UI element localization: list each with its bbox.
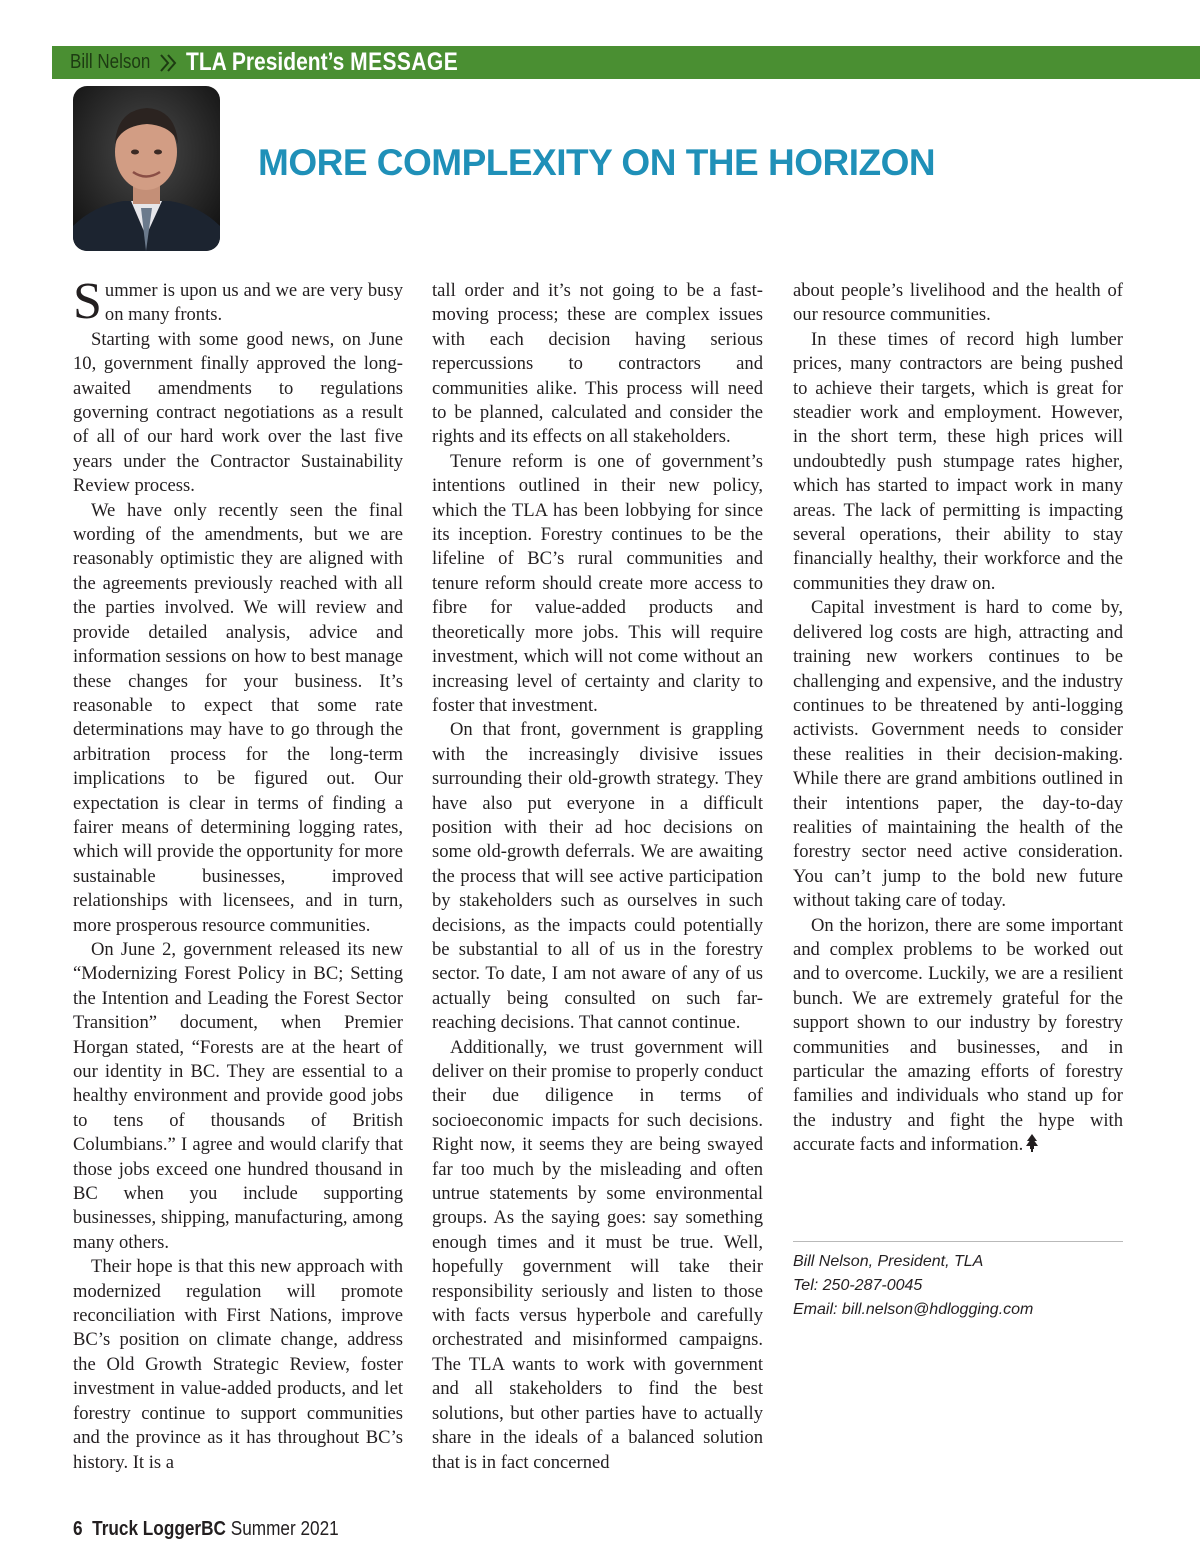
article-column-1 [73,273,403,1475]
paragraph: Additionally, we trust government will deliver on their promise to properly conduct their due diligence in terms of socioeconomic impacts for such decisions. Right now, it seems they are being swayed far too much by the misleading and often untrue statements by some environmental groups. As the saying goes: say something enough times and it must be true. Well, hopefully government will take their responsibility seriously and listen to those with facts versus hyperbole and carefully orchestrated and misinformed campaigns. The TLA wants to work with government and all stakeholders to find the best solutions, but other parties have to actually share in the ideals of a balanced solution that is in fact concerned [432,1036,763,1473]
header-section-title [186,48,458,77]
section-header-bar [52,46,1200,79]
header-section-strong: MESSAGE [350,48,459,76]
header-section-prefix: TLA President’s [186,48,351,76]
paragraph: On that front, government is grappling with the increasingly divisive issues surrounding their old-growth strategy. They have also put everyone in a difficult position with their ad hoc decisions on some old-growth deferrals. We are awaiting the process that will see active participation by stakeholders such as ourselves in such decisions, as the impacts could potentially be substantial to all of us in the forestry sector. To date, I am not aware of any of us actually being consulted on such far-reaching decisions. That cannot continue. [432,719,763,1034]
author-photo [73,86,220,251]
paragraph: Tenure reform is one of government’s intentions outlined in their new policy, which the TLA has been lobbying for since its inception. Forestry continues to be the lifeline of BC’s rural communities and tenure reform should create more access to fibre for value-added products and theoretically more jobs. This will require investment, which will not come without an increasing level of certainty and clarity to foster that investment. [432,450,763,716]
paragraph [73,273,403,330]
page-footer [73,1518,339,1541]
portrait-photo [73,86,220,251]
paragraph: On June 2, government released its new “Modernizing Forest Policy in BC; Setting the Intention and Leading the Forest Sector Transition” document, when Premier Horgan stated, “Forests are at the heart of our identity in BC. They are essential to a healthy environment and provide good jobs to tens of thousands of British Columbians.” I agree and would clarify that those jobs exceed one hundred thousand in BC when you include supporting businesses, shipping, manufacturing, among many others. [73,938,403,1253]
paragraph [793,914,1123,1158]
article-title: MORE COMPLEXITY ON THE HORIZON [258,142,936,183]
publication-name: Truck LoggerBC [92,1518,226,1540]
signature-name: Bill Nelson, President, TLA [793,1253,984,1270]
paragraph: We have only recently seen the final wording of the amendments, but we are reasonably optimistic they are aligned with the agreements previously reached with all the parties involved. We will review and provide detailed analysis, advice and information sessions on how to best manage these changes for your business. It’s reasonable to expect that some rate determinations may have to go through the arbitration process for the long-term implications to be figured out. Our expectation is clear in terms of finding a fairer means of determining logging rates, which will provide the opportunity for more sustainable businesses, improved relationships with licensees, and in turn, more prosperous resource communities. [73,499,403,936]
paragraph: Their hope is that this new approach with modernized regulation will promote reconciliation with First Nations, improve BC’s position on climate change, address the Old Growth Strategic Review, foster investment in value-added products, and let forestry continue to support communities and the province as it has throughout BC’s history. It is a [73,1256,403,1473]
article-column-2 [432,279,763,1475]
header-author: Bill Nelson [70,51,151,73]
paragraph: Starting with some good news, on June 10, government finally approved the long-awaited amendments to regulations governing contract negotiations as a result of all of our hard work over the last five years under the Contractor Sustainability Review process. [73,328,403,497]
issue-label: Summer 2021 [230,1518,339,1540]
signature-email: Email: bill.nelson@hdlogging.com [793,1301,1034,1319]
paragraph: Capital investment is hard to come by, delivered log costs are high, attracting and training new workers continues to be challenging and expensive, and the industry continues to be threatened by anti-logging activists. Government needs to consider these realities in their decision-making. While there are grand ambitions outlined in their intentions paper, the day-to-day realities of maintaining the health of the forestry sector need active consideration. You can’t jump to the bold new future without taking care of today. [793,597,1123,912]
paragraph-text: ummer is upon us and we are very busy on many fronts. [104,280,403,326]
drop-cap: S [73,273,102,330]
signature-block [793,1250,1033,1323]
signature-phone: Tel: 250-287-0045 [793,1277,923,1295]
paragraph: about people’s livelihood and the health of our resource communities. [793,280,1123,326]
double-chevron-right-icon [156,51,182,75]
paragraph: tall order and it’s not going to be a fast-moving process; these are complex issues with each decision having serious repercussions to contractors and communities alike. This process will need to be planned, calculated and consider the rights and its effects on all stakeholders. [432,280,763,448]
tree-icon [1025,1134,1039,1152]
paragraph: In these times of record high lumber prices, many contractors are being pushed to achieve their targets, which is great for steadier work and employment. However, in the short term, these high prices will undoubtedly push stumpage rates higher, which has started to impact work in many areas. The lack of permitting is impacting several operations, their ability to stay financially healthy, their workforce and the communities they draw on. [793,328,1123,594]
signature-divider [793,1241,1123,1242]
page-number: 6 [73,1518,83,1540]
paragraph-text: On the horizon, there are some important and complex problems to be worked out and to overcome. Luckily, we are a resilient bunch. We are extremely grateful for the support shown to our industry by forestry communities and businesses, and in particular the amazing efforts of forestry families and individuals who stand up for the industry and fight the hype with accurate facts and information. [793,914,1123,1156]
article-column-3 [793,279,1123,1158]
